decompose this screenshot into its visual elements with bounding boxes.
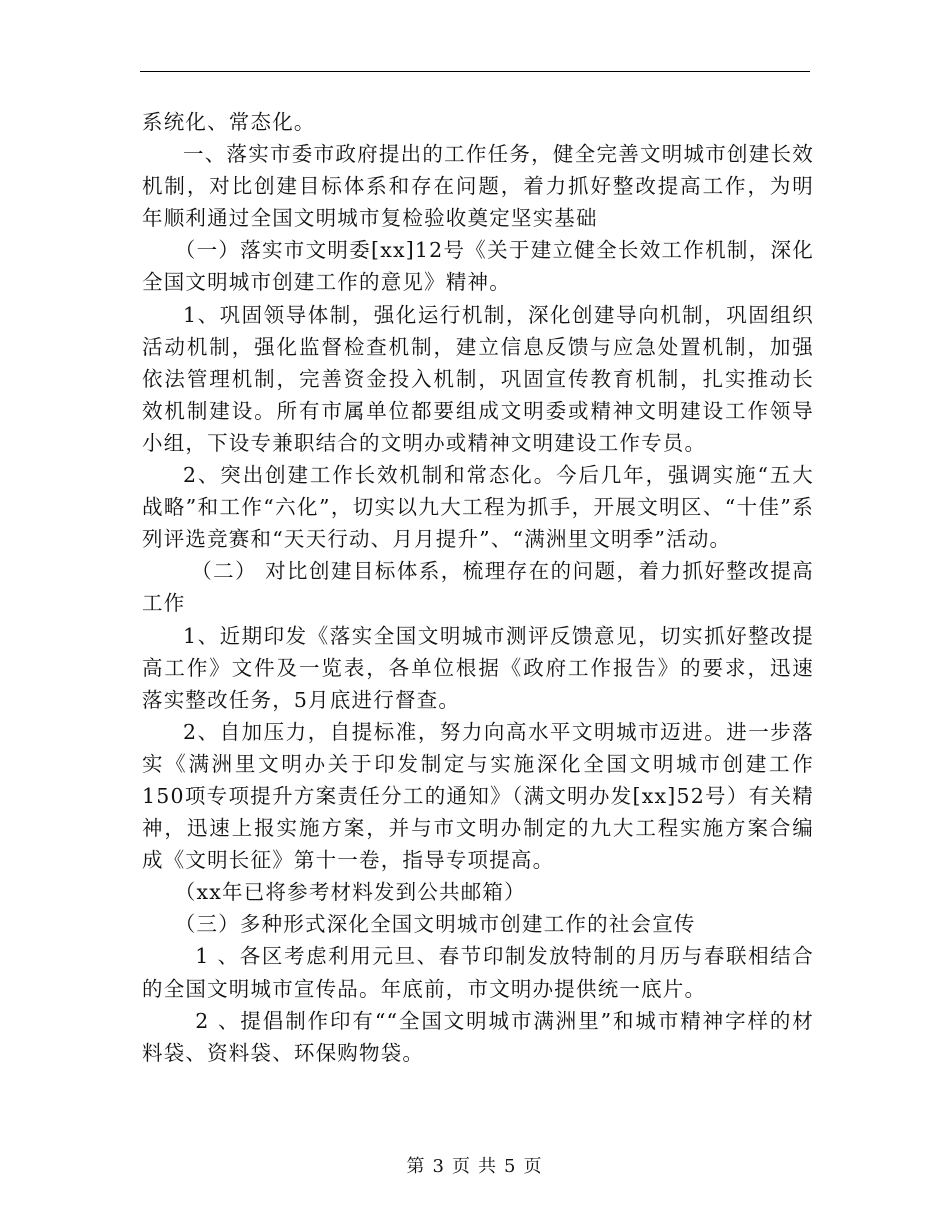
note: （xx年已将参考材料发到公共邮箱） <box>174 880 526 905</box>
page-footer <box>0 1152 950 1178</box>
current-page-number: 3 <box>432 1156 446 1177</box>
total-page-number: 5 <box>504 1156 518 1177</box>
subsection-heading: （二） 对比创建目标体系，梳理存在的问题，着力抓好整改提高工作 <box>142 559 814 616</box>
subsection-heading: （三）多种形式深化全国文明城市创建工作的社会宣传 <box>174 912 696 937</box>
footer-prefix: 第 <box>406 1156 427 1177</box>
paragraph: 2 、提倡制作印有““全国文明城市满洲里”和城市精神字样的材料袋、资料袋、环保购物袋。 <box>142 1008 814 1065</box>
paragraph: 1、巩固领导体制，强化运行机制，深化创建导向机制，巩固组织活动机制，强化监督检查机制，建立信息反馈与应急处置机制，加强依法管理机制，完善资金投入机制，巩固宣传教育机制，扎实推动长效机制建设。所有市属单位都要组成文明委或精神文明建设工作领导小组，下设专兼职结合的文明办或精神文明建设工作专员。 <box>142 302 814 455</box>
footer-page-unit: 页 <box>452 1156 472 1177</box>
paragraph: 2、自加压力，自提标准，努力向高水平文明城市迈进。进一步落实《满洲里文明办关于印发制定与实施深化全国文明城市创建工作150项专项提升方案责任分工的通知》（满文明办发[xx]52号）有关精神，迅速上报实施方案，并与市文明办制定的九大工程实施方案合编成《文明长征》第十一卷，指导专项提高。 <box>142 719 814 873</box>
header-rule <box>140 71 810 72</box>
paragraph: 2、突出创建工作长效机制和常态化。今后几年，强调实施“五大战略”和工作“六化”，切实以九大工程为抓手，开展文明区、“十佳”系列评选竞赛和“天天行动、月月提升”、“满洲里文明季”活动。 <box>142 463 814 552</box>
subsection-heading: （一）落实市文明委[xx]12号《关于建立健全长效工作机制，深化全国文明城市创建工作的意见》精神。 <box>142 238 814 295</box>
footer-total-prefix: 共 <box>478 1156 498 1177</box>
paragraph: 1、近期印发《落实全国文明城市测评反馈意见，切实抓好整改提高工作》文件及一览表，各单位根据《政府工作报告》的要求，迅速落实整改任务，5月底进行督查。 <box>142 623 814 712</box>
paragraph: 系统化、常态化。 <box>142 110 316 134</box>
section-heading: 一、落实市委市政府提出的工作任务，健全完善文明城市创建长效机制，对比创建目标体系和存在问题，着力抓好整改提高工作，为明年顺利通过全国文明城市复检验收奠定坚实基础 <box>142 142 814 231</box>
footer-total-unit: 页 <box>523 1156 544 1177</box>
paragraph: 1 、各区考虑利用元旦、春节印制发放特制的月历与春联相结合的全国文明城市宣传品。年底前，市文明办提供统一底片。 <box>142 944 814 1001</box>
document-body <box>142 106 814 1069</box>
